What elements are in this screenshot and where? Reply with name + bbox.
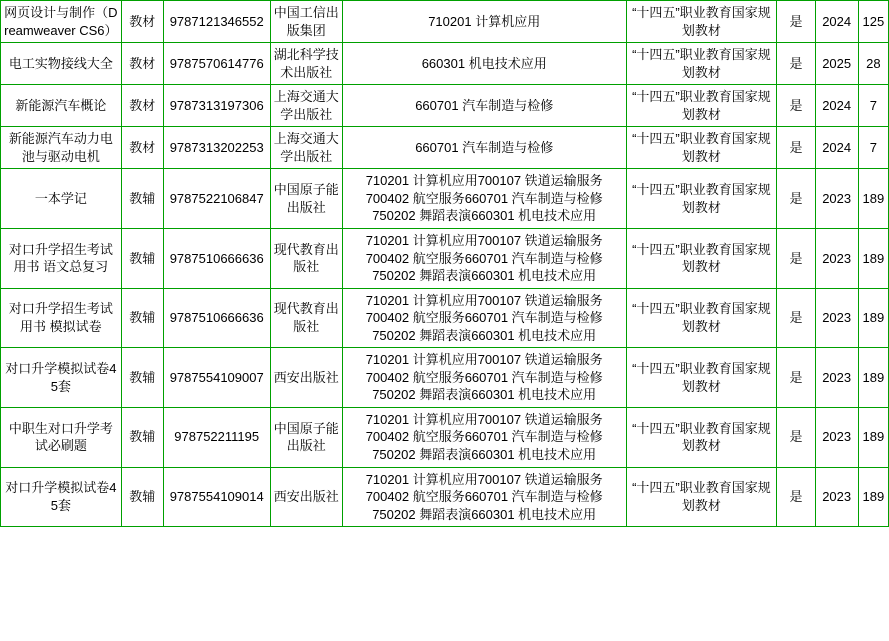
cell-book-title: 电工实物接线大全: [1, 43, 122, 85]
cell-count: 189: [858, 169, 888, 229]
cell-publisher: 现代教育出版社: [270, 288, 342, 348]
cell-approved: 是: [777, 85, 815, 127]
cell-major-codes: 710201 计算机应用700107 铁道运输服务 700402 航空服务660701 汽车制造与检修 750202 舞蹈表演660301 机电技术应用: [342, 288, 626, 348]
table-row: [1, 229, 889, 289]
cell-book-title: 对口升学模拟试卷45套: [1, 348, 122, 408]
cell-book-title: 新能源汽车概论: [1, 85, 122, 127]
cell-major-codes: 710201 计算机应用: [342, 1, 626, 43]
cell-book-title: 中职生对口升学考试必刷题: [1, 407, 122, 467]
cell-book-title: 网页设计与制作（Dreamweaver CS6）: [1, 1, 122, 43]
cell-approved: 是: [777, 407, 815, 467]
cell-plan-series: “十四五”职业教育国家规划教材: [626, 229, 777, 289]
cell-isbn: 9787313197306: [163, 85, 270, 127]
cell-year: 2023: [815, 169, 858, 229]
cell-isbn: 9787554109014: [163, 467, 270, 527]
cell-year: 2023: [815, 229, 858, 289]
cell-isbn: 9787510666636: [163, 288, 270, 348]
table-row: [1, 467, 889, 527]
cell-book-type: 教材: [121, 127, 163, 169]
cell-year: 2023: [815, 348, 858, 408]
cell-year: 2024: [815, 1, 858, 43]
cell-major-codes: 710201 计算机应用700107 铁道运输服务 700402 航空服务660701 汽车制造与检修 750202 舞蹈表演660301 机电技术应用: [342, 229, 626, 289]
cell-major-codes: 710201 计算机应用700107 铁道运输服务 700402 航空服务660701 汽车制造与检修 750202 舞蹈表演660301 机电技术应用: [342, 467, 626, 527]
cell-isbn: 9787121346552: [163, 1, 270, 43]
cell-plan-series: “十四五”职业教育国家规划教材: [626, 169, 777, 229]
cell-count: 7: [858, 85, 888, 127]
cell-book-title: 对口升学模拟试卷45套: [1, 467, 122, 527]
cell-book-type: 教材: [121, 85, 163, 127]
cell-count: 7: [858, 127, 888, 169]
cell-book-type: 教辅: [121, 288, 163, 348]
cell-book-title: 对口升学招生考试用书 语文总复习: [1, 229, 122, 289]
cell-publisher: 上海交通大学出版社: [270, 85, 342, 127]
cell-approved: 是: [777, 127, 815, 169]
table-body: [1, 1, 889, 527]
cell-major-codes: 710201 计算机应用700107 铁道运输服务 700402 航空服务660701 汽车制造与检修 750202 舞蹈表演660301 机电技术应用: [342, 169, 626, 229]
cell-book-title: 一本学记: [1, 169, 122, 229]
cell-approved: 是: [777, 348, 815, 408]
table-row: [1, 85, 889, 127]
cell-plan-series: “十四五”职业教育国家规划教材: [626, 467, 777, 527]
cell-book-type: 教辅: [121, 169, 163, 229]
cell-count: 189: [858, 229, 888, 289]
cell-book-type: 教材: [121, 43, 163, 85]
cell-publisher: 中国原子能出版社: [270, 169, 342, 229]
cell-count: 189: [858, 348, 888, 408]
cell-count: 125: [858, 1, 888, 43]
cell-isbn: 9787510666636: [163, 229, 270, 289]
cell-year: 2023: [815, 407, 858, 467]
cell-major-codes: 710201 计算机应用700107 铁道运输服务 700402 航空服务660701 汽车制造与检修 750202 舞蹈表演660301 机电技术应用: [342, 348, 626, 408]
cell-book-type: 教辅: [121, 467, 163, 527]
cell-book-type: 教辅: [121, 407, 163, 467]
cell-plan-series: “十四五”职业教育国家规划教材: [626, 85, 777, 127]
cell-isbn: 9787570614776: [163, 43, 270, 85]
cell-approved: 是: [777, 43, 815, 85]
cell-book-type: 教辅: [121, 229, 163, 289]
cell-isbn: 978752211195: [163, 407, 270, 467]
cell-year: 2023: [815, 288, 858, 348]
cell-year: 2024: [815, 127, 858, 169]
cell-publisher: 西安出版社: [270, 348, 342, 408]
cell-publisher: 中国原子能出版社: [270, 407, 342, 467]
table-row: [1, 127, 889, 169]
cell-plan-series: “十四五”职业教育国家规划教材: [626, 127, 777, 169]
cell-plan-series: “十四五”职业教育国家规划教材: [626, 407, 777, 467]
cell-major-codes: 660701 汽车制造与检修: [342, 127, 626, 169]
table-row: [1, 407, 889, 467]
cell-plan-series: “十四五”职业教育国家规划教材: [626, 43, 777, 85]
cell-publisher: 西安出版社: [270, 467, 342, 527]
cell-publisher: 上海交通大学出版社: [270, 127, 342, 169]
cell-isbn: 9787522106847: [163, 169, 270, 229]
cell-major-codes: 710201 计算机应用700107 铁道运输服务 700402 航空服务660701 汽车制造与检修 750202 舞蹈表演660301 机电技术应用: [342, 407, 626, 467]
cell-year: 2024: [815, 85, 858, 127]
cell-book-title: 新能源汽车动力电池与驱动电机: [1, 127, 122, 169]
cell-approved: 是: [777, 1, 815, 43]
table-row: [1, 348, 889, 408]
cell-count: 189: [858, 407, 888, 467]
cell-approved: 是: [777, 467, 815, 527]
cell-count: 189: [858, 288, 888, 348]
cell-plan-series: “十四五”职业教育国家规划教材: [626, 288, 777, 348]
cell-year: 2025: [815, 43, 858, 85]
cell-count: 189: [858, 467, 888, 527]
cell-count: 28: [858, 43, 888, 85]
cell-approved: 是: [777, 169, 815, 229]
cell-book-type: 教辅: [121, 348, 163, 408]
table-row: [1, 43, 889, 85]
cell-publisher: 现代教育出版社: [270, 229, 342, 289]
table-row: [1, 1, 889, 43]
cell-publisher: 中国工信出版集团: [270, 1, 342, 43]
cell-plan-series: “十四五”职业教育国家规划教材: [626, 1, 777, 43]
cell-isbn: 9787313202253: [163, 127, 270, 169]
cell-book-type: 教材: [121, 1, 163, 43]
table-row: [1, 288, 889, 348]
cell-approved: 是: [777, 288, 815, 348]
cell-approved: 是: [777, 229, 815, 289]
cell-major-codes: 660301 机电技术应用: [342, 43, 626, 85]
cell-plan-series: “十四五”职业教育国家规划教材: [626, 348, 777, 408]
cell-major-codes: 660701 汽车制造与检修: [342, 85, 626, 127]
cell-isbn: 9787554109007: [163, 348, 270, 408]
cell-book-title: 对口升学招生考试用书 模拟试卷: [1, 288, 122, 348]
cell-year: 2023: [815, 467, 858, 527]
cell-publisher: 湖北科学技术出版社: [270, 43, 342, 85]
table-row: [1, 169, 889, 229]
